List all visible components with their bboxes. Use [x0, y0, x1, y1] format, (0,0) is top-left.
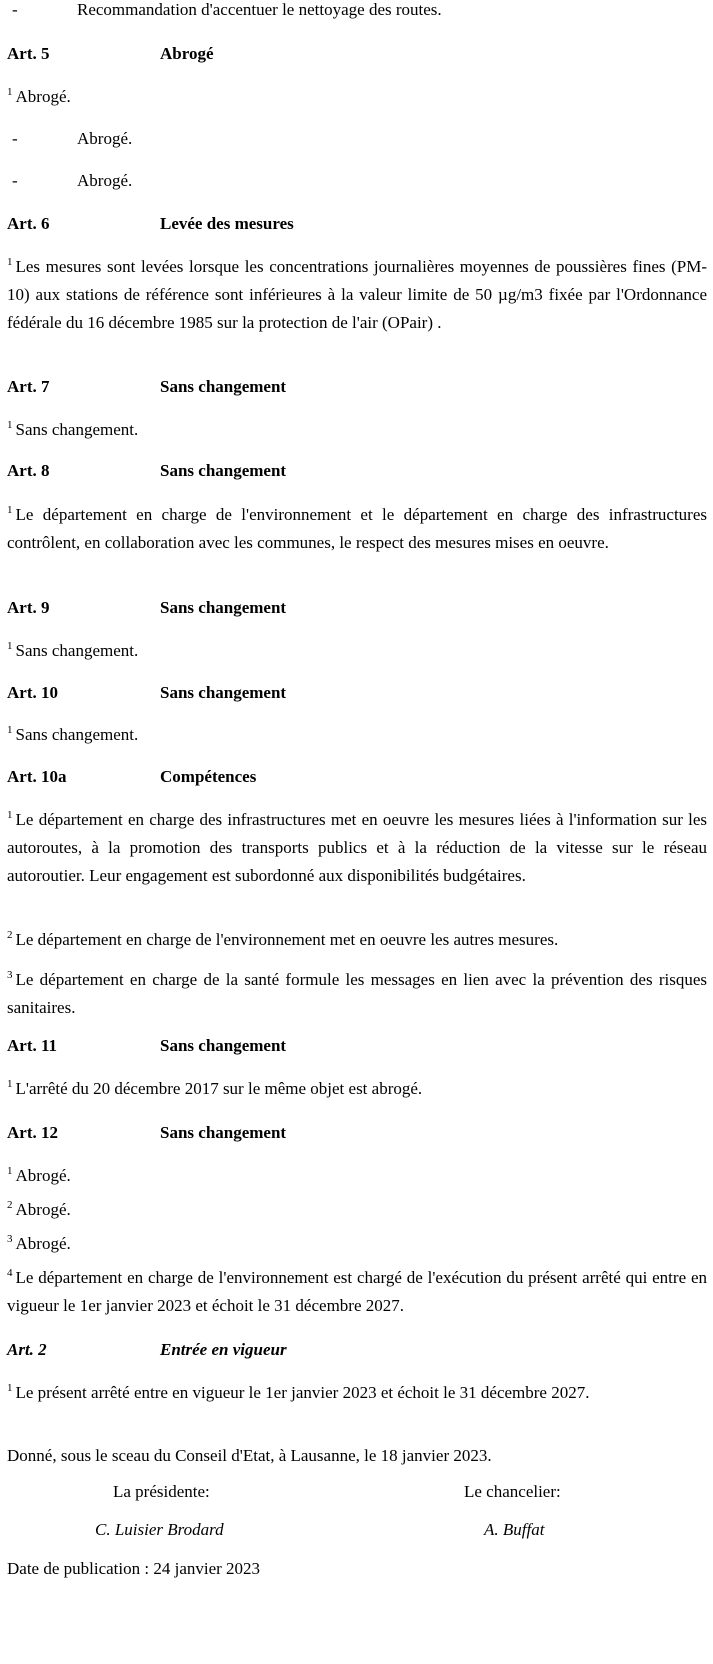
article-12-paragraph-2: [7, 1196, 707, 1224]
article-number: Art. 2: [7, 1340, 47, 1359]
article-11-paragraph-1: [7, 1075, 707, 1103]
article-8-paragraph-1: [7, 501, 707, 557]
paragraph-text: Sans changement.: [15, 641, 139, 660]
article-number: Art. 9: [7, 598, 50, 617]
paragraph-number: 3: [7, 1233, 13, 1245]
article-12-paragraph-3: [7, 1230, 707, 1258]
paragraph-number: 1: [7, 504, 13, 516]
article-number: Art. 12: [7, 1123, 58, 1142]
article-title: Entrée en vigueur: [160, 1340, 287, 1359]
article-10a-paragraph-1: [7, 806, 707, 890]
article-title: Compétences: [160, 767, 257, 786]
article-title: Abrogé: [160, 44, 214, 63]
paragraph-text: Le département en charge de l'environnement met en oeuvre les autres mesures.: [15, 930, 559, 949]
article-9-paragraph-1: [7, 637, 707, 665]
article-title: Sans changement: [160, 598, 287, 617]
signature-name-left: C. Luisier Brodard: [95, 1520, 224, 1539]
article-title: Sans changement: [160, 461, 287, 480]
paragraph-number: 1: [7, 809, 13, 821]
paragraph-number: 1: [7, 1165, 13, 1177]
bullet-dash: -: [12, 171, 18, 190]
article-title: Sans changement: [160, 683, 287, 702]
paragraph-number: 1: [7, 724, 13, 736]
article-title: Sans changement: [160, 1123, 287, 1142]
paragraph-number: 1: [7, 86, 13, 98]
article-number: Art. 5: [7, 44, 50, 63]
paragraph-number: 1: [7, 1078, 13, 1090]
paragraph-number: 1: [7, 256, 13, 268]
article-number: Art. 7: [7, 377, 50, 396]
paragraph-text: Les mesures sont levées lorsque les concentrations journalières moyennes de poussières fines (PM-10) aux stations de référence sont inférieures à la valeur limite de 50 µg/m3 fixée par l'Ordonnance fédérale du 16 décembre 1985 sur la protection de l'air (OPair) .: [7, 257, 707, 332]
article-number: Art. 11: [7, 1036, 58, 1055]
bullet-dash: -: [12, 129, 18, 148]
paragraph-text: Abrogé.: [15, 1166, 71, 1185]
paragraph-text: Le département en charge des infrastructures met en oeuvre les mesures liées à l'information sur les autoroutes, à la promotion des transports publics et à la réduction de la vitesse sur le réseau autoroutier. Leur engagement est subordonné aux disponibilités budgétaires.: [7, 810, 707, 885]
article-number: Art. 8: [7, 461, 50, 480]
article-number: Art. 10: [7, 683, 58, 702]
paragraph-text: Sans changement.: [15, 420, 139, 439]
article-10a-paragraph-2: [7, 926, 707, 954]
signature-role-right: Le chancelier:: [464, 1482, 561, 1501]
paragraph-number: 2: [7, 1199, 13, 1211]
article-title: Levée des mesures: [160, 214, 294, 233]
paragraph-number: 2: [7, 929, 13, 941]
paragraph-number: 4: [7, 1267, 13, 1279]
paragraph-number: 1: [7, 419, 13, 431]
paragraph-text: L'arrêté du 20 décembre 2017 sur le même objet est abrogé.: [15, 1079, 423, 1098]
paragraph-text: Le département en charge de l'environnement est chargé de l'exécution du présent arrêté qui entre en vigueur le 1er janvier 2023 et échoit le 31 décembre 2027.: [7, 1268, 707, 1315]
article-number: Art. 10a: [7, 767, 67, 786]
bullet-text: Abrogé.: [77, 171, 133, 190]
bullet-text: Recommandation d'accentuer le nettoyage des routes.: [77, 0, 442, 19]
article-title: Sans changement: [160, 1036, 287, 1055]
given-statement: Donné, sous le sceau du Conseil d'Etat, à Lausanne, le 18 janvier 2023.: [7, 1446, 492, 1465]
signature-name-right: A. Buffat: [484, 1520, 545, 1539]
publication-date: Date de publication : 24 janvier 2023: [7, 1559, 261, 1578]
paragraph-text: Abrogé.: [15, 87, 71, 106]
article-title: Sans changement: [160, 377, 287, 396]
article-5-paragraph-1: [7, 83, 707, 111]
article-7-paragraph-1: [7, 416, 707, 444]
paragraph-text: Abrogé.: [15, 1234, 71, 1253]
article-number: Art. 6: [7, 214, 50, 233]
paragraph-number: 1: [7, 640, 13, 652]
paragraph-text: Le département en charge de la santé formule les messages en lien avec la prévention des risques sanitaires.: [7, 970, 707, 1017]
paragraph-text: Sans changement.: [15, 725, 139, 744]
article-10-paragraph-1: [7, 721, 707, 749]
article-12-paragraph-1: [7, 1162, 707, 1190]
paragraph-text: Abrogé.: [15, 1200, 71, 1219]
signature-role-left: La présidente:: [113, 1482, 210, 1501]
article-12-paragraph-4: [7, 1264, 707, 1320]
paragraph-text: Le département en charge de l'environnement et le département en charge des infrastructures contrôlent, en collaboration avec les communes, le respect des mesures mises en oeuvre.: [7, 505, 707, 552]
article-2-paragraph-1: [7, 1379, 707, 1407]
bullet-text: Abrogé.: [77, 129, 133, 148]
paragraph-text: Le présent arrêté entre en vigueur le 1er janvier 2023 et échoit le 31 décembre 2027.: [15, 1383, 590, 1402]
bullet-dash: -: [12, 0, 18, 19]
article-10a-paragraph-3: [7, 966, 707, 1022]
paragraph-number: 1: [7, 1382, 13, 1394]
paragraph-number: 3: [7, 969, 13, 981]
article-6-paragraph-1: [7, 253, 707, 337]
